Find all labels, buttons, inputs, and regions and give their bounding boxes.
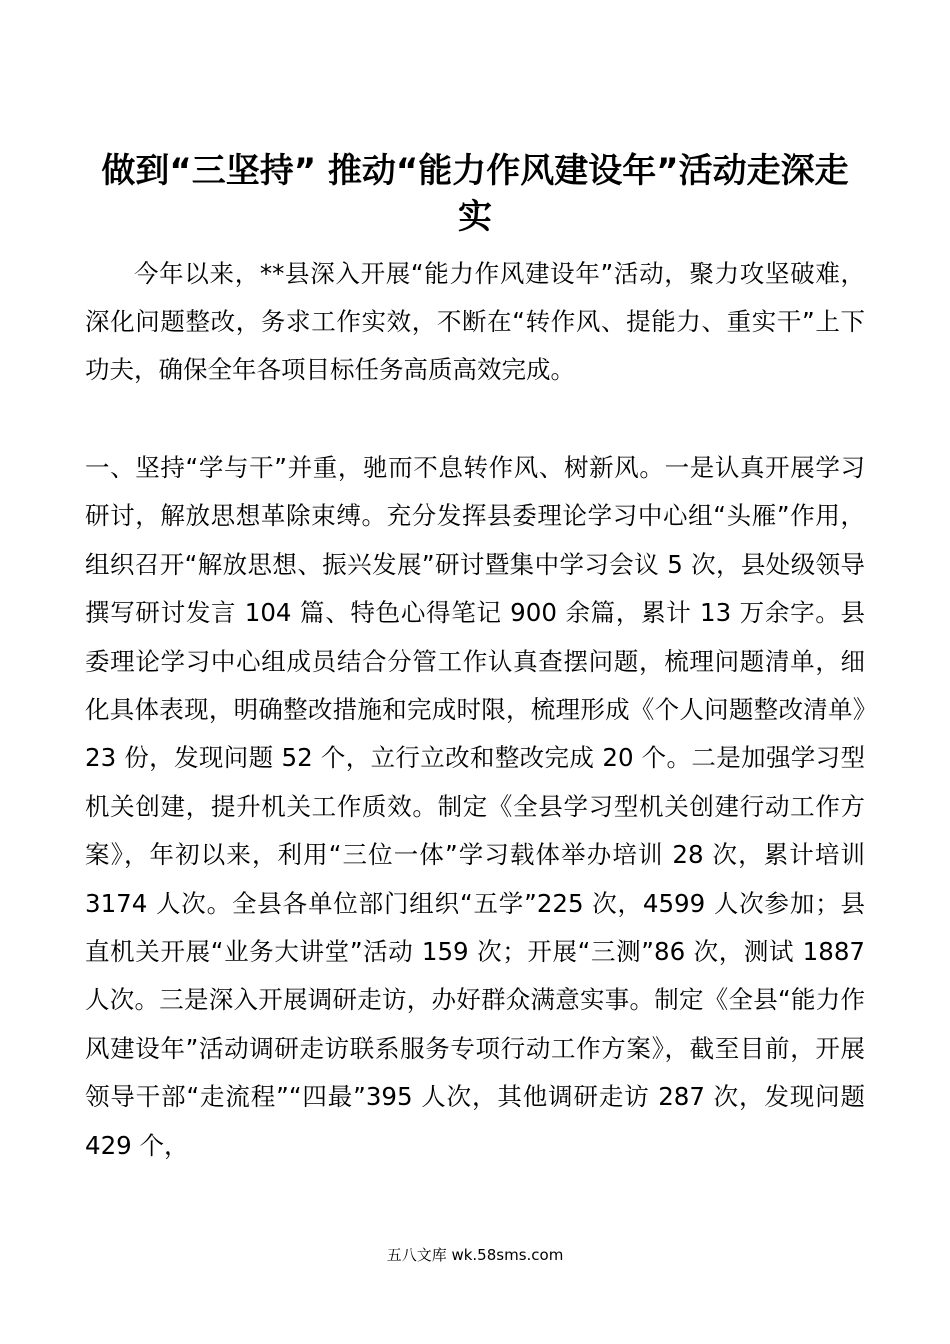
section-1-paragraph: 一、坚持“学与干”并重，驰而不息转作风、树新风。一是认真开展学习研讨，解放思想革除束缚。充分发挥县委理论学习中心组“头雁”作用，组织召开“解放思想、振兴发展”研讨暨集中学习会议 5 次，县处级领导撰写研讨发言 104 篇、特色心得笔记 900 余篇，累计 13 万余字。县委理论学习中心组成员结合分管工作认真查摆问题，梳理问题清单，细化具体表现，明确整改措施和完成时限，梳理形成《个人问题整改清单》23 份，发现问题 52 个，立行立改和整改完成 20 个。二是加强学习型机关创建，提升机关工作质效。制定《全县学习型机关创建行动工作方案》，年初以来，利用“三位一体”学习载体举办培训 28 次，累计培训 3174 人次。全县各单位部门组织“五学”225 次，4599 人次参加；县直机关开展“业务大讲堂”活动 159 次；开展“三测”86 次，测试 1887 人次。三是深入开展调研走访，办好群众满意实事。制定《全县“能力作风建设年”活动调研走访联系服务专项行动工作方案》，截至目前，开展领导干部“走流程”“四最”395 人次，其他调研走访 287 次，发现问题 429 个， [85,453,865,1160]
intro-paragraph: 今年以来，**县深入开展“能力作风建设年”活动，聚力攻坚破难，深化问题整改，务求工作实效，不断在“转作风、提能力、重实干”上下功夫，确保全年各项目标任务高质高效完成。 [85,259,865,384]
footer-watermark: 五八文库 wk.58sms.com [386,1246,564,1264]
document-title: 做到“三坚持” 推动“能力作风建设年”活动走深走实 [101,151,849,237]
